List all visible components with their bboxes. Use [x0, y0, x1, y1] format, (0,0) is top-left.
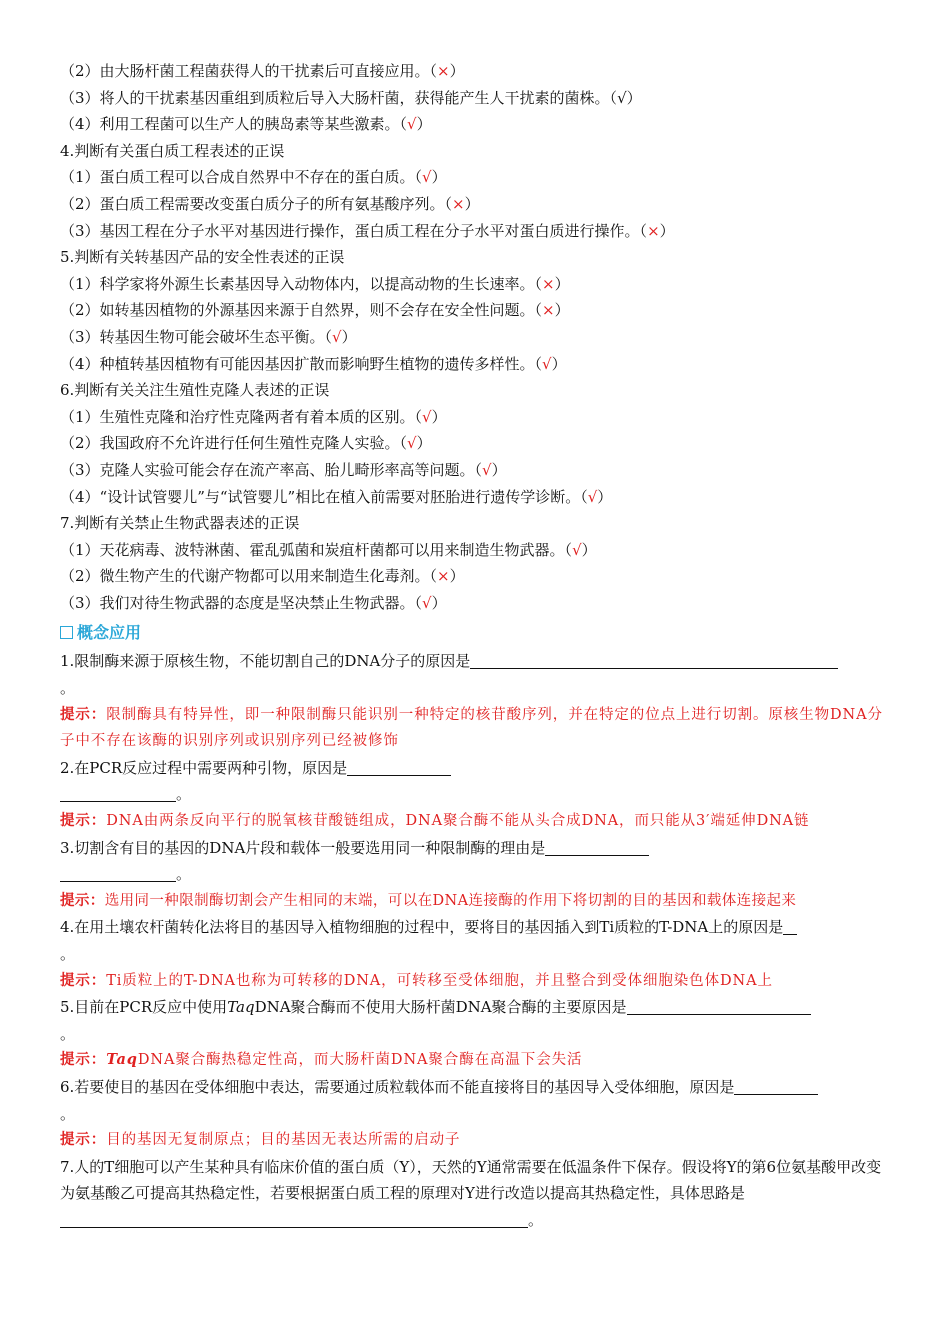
judgment-mark: √ [407, 115, 417, 134]
judgment-mark: √ [332, 327, 342, 346]
judgment-mark: √ [407, 434, 417, 453]
answer-blank[interactable] [545, 840, 649, 856]
question-text: 2.在PCR反应过程中需要两种引物，原因是 [60, 755, 892, 782]
judgment-item: （1）生殖性克隆和治疗性克隆两者有着本质的区别。（√） [60, 407, 447, 426]
hint: 提示：TaqDNA聚合酶热稳定性高，而大肠杆菌DNA聚合酶在高温下会失活 [60, 1051, 583, 1069]
judgment-mark: √ [482, 460, 492, 479]
judgment-item: （4）利用工程菌可以生产人的胰岛素等某些激素。（√） [60, 115, 432, 134]
judgment-item: （2）蛋白质工程需要改变蛋白质分子的所有氨基酸序列。（×） [60, 194, 480, 213]
judgment-item: （1）蛋白质工程可以合成自然界中不存在的蛋白质。（√） [60, 168, 447, 187]
judgment-item: （1）天花病毒、波特淋菌、霍乱弧菌和炭疽杆菌都可以用来制造生物武器。（√） [60, 540, 597, 559]
answer-blank[interactable] [470, 653, 838, 669]
judgment-mark: × [647, 221, 660, 240]
hint: 提示：目的基因无复制原点；目的基因无表达所需的启动子 [60, 1131, 461, 1149]
question-title: 5.判断有关转基因产品的安全性表述的正误 [60, 248, 345, 267]
answer-blank[interactable] [734, 1079, 818, 1095]
judgment-item: （1）科学家将外源生长素基因导入动物体内，以提高动物的生长速率。（×） [60, 274, 570, 293]
question-text: 6.若要使目的基因在受体细胞中表达，需要通过质粒载体而不能直接将目的基因导入受体细胞，原因是 [60, 1074, 892, 1101]
judgment-item: （4）“设计试管婴儿”与“试管婴儿”相比在植入前需要对胚胎进行遗传学诊断。（√） [60, 487, 613, 506]
judgment-item: （2）我国政府不允许进行任何生殖性克隆人实验。（√） [60, 434, 432, 453]
question-text: 4.在用土壤农杆菌转化法将目的基因导入植物细胞的过程中，要将目的基因插入到Ti质粒的T-DNA上的原因是 [60, 914, 892, 941]
judgment-mark: √ [422, 593, 432, 612]
judgment-list-top [60, 58, 892, 138]
judgment-item: （3）克隆人实验可能会存在流产率高、胎儿畸形率高等问题。（√） [60, 460, 507, 479]
judgment-item: （3）基因工程在分子水平对基因进行操作，蛋白质工程在分子水平对蛋白质进行操作。（×） [60, 221, 675, 240]
question-text: 3.切割含有目的基因的DNA片段和载体一般要选用同一种限制酶的理由是 [60, 835, 892, 862]
judgment-mark: √ [542, 354, 552, 373]
document-page [60, 58, 892, 1234]
judgment-item: （3）转基因生物可能会破坏生态平衡。（√） [60, 327, 357, 346]
question-text: 1.限制酶来源于原核生物，不能切割自己的DNA分子的原因是 [60, 648, 892, 675]
hint: 提示：限制酶具有特异性，即一种限制酶只能识别一种特定的核苷酸序列，并在特定的位点上进行切割。原核生物DNA分子中不存在该酶的识别序列或识别序列已经被修饰 [60, 705, 883, 750]
question-text: 5.目前在PCR反应中使用TaqDNA聚合酶而不使用大肠杆菌DNA聚合酶的主要原因是 [60, 994, 892, 1021]
answer-blank[interactable] [60, 1212, 528, 1228]
app-question-6: 6.若要使目的基因在受体细胞中表达，需要通过质粒载体而不能直接将目的基因导入受体细胞，原因是 。 提示：目的基因无复制原点；目的基因无表达所需的启动子 [60, 1074, 892, 1154]
judgment-item: （4）种植转基因植物有可能因基因扩散而影响野生植物的遗传多样性。（√） [60, 354, 567, 373]
app-question-3: 3.切割含有目的基因的DNA片段和载体一般要选用同一种限制酶的理由是 。 提示：选用同一种限制酶切割会产生相同的末端，可以在DNA连接酶的作用下将切割的目的基因和载体连接起来 [60, 835, 892, 915]
judgment-mark: √ [422, 407, 432, 426]
question-6 [60, 377, 892, 510]
judgment-mark: √ [422, 168, 432, 187]
answer-blank[interactable] [60, 866, 176, 882]
app-question-7 [60, 1154, 892, 1234]
question-text: 7.人的T细胞可以产生某种具有临床价值的蛋白质（Y），天然的Y通常需要在低温条件下保存。假设将Y的第6位氨基酸甲改变为氨基酸乙可提高其热稳定性，若要根据蛋白质工程的原理对Y进行改造以提高其热稳定性，具体思路是。 [60, 1157, 882, 1229]
app-question-5: 5.目前在PCR反应中使用TaqDNA聚合酶而不使用大肠杆菌DNA聚合酶的主要原因是 。 提示：TaqDNA聚合酶热稳定性高，而大肠杆菌DNA聚合酶在高温下会失活 [60, 994, 892, 1074]
judgment-mark: √ [572, 540, 582, 559]
judgment-item: （2）如转基因植物的外源基因来源于自然界，则不会存在安全性问题。（×） [60, 301, 570, 320]
judgment-mark: × [452, 194, 465, 213]
app-question-1: 1.限制酶来源于原核生物，不能切割自己的DNA分子的原因是 。 提示：限制酶具有特异性，即一种限制酶只能识别一种特定的核苷酸序列，并在特定的位点上进行切割。原核生物DNA分子中不存在该酶的识别序列或识别序列已经被修饰 [60, 648, 892, 754]
judgment-item: （3）我们对待生物武器的态度是坚决禁止生物武器。（√） [60, 593, 447, 612]
section-heading: 概念应用 [60, 618, 892, 648]
question-title: 7.判断有关禁止生物武器表述的正误 [60, 514, 300, 533]
hint: 提示：Ti质粒上的T-DNA也称为可转移的DNA，可转移至受体细胞，并且整合到受体细胞染色体DNA上 [60, 971, 773, 989]
app-question-4: 4.在用土壤农杆菌转化法将目的基因导入植物细胞的过程中，要将目的基因插入到Ti质粒的T-DNA上的原因是 。 提示：Ti质粒上的T-DNA也称为可转移的DNA，可转移至受体细胞，并且整合到受体细胞染色体DNA上 [60, 914, 892, 994]
answer-blank[interactable] [60, 786, 176, 802]
question-5 [60, 244, 892, 377]
judgment-item: （3）将人的干扰素基因重组到质粒后导入大肠杆菌，获得能产生人干扰素的菌株。（√） [60, 88, 642, 107]
answer-blank[interactable] [347, 760, 451, 776]
answer-blank[interactable] [627, 999, 811, 1015]
question-title: 4.判断有关蛋白质工程表述的正误 [60, 141, 285, 160]
judgment-mark: × [437, 567, 450, 586]
question-title: 6.判断有关关注生殖性克隆人表述的正误 [60, 381, 330, 400]
judgment-mark: × [542, 301, 555, 320]
judgment-mark: × [542, 274, 555, 293]
hint: 提示：选用同一种限制酶切割会产生相同的末端，可以在DNA连接酶的作用下将切割的目的基因和载体连接起来 [60, 891, 797, 909]
question-4 [60, 138, 892, 244]
judgment-mark: × [437, 62, 450, 80]
app-question-2: 2.在PCR反应过程中需要两种引物，原因是 。 提示：DNA由两条反向平行的脱氧核苷酸链组成，DNA聚合酶不能从头合成DNA，而只能从3′端延伸DNA链 [60, 755, 892, 835]
question-7 [60, 510, 892, 616]
hint: 提示：DNA由两条反向平行的脱氧核苷酸链组成，DNA聚合酶不能从头合成DNA，而只能从3′端延伸DNA链 [60, 812, 810, 830]
judgment-item: （2）微生物产生的代谢产物都可以用来制造生化毒剂。（×） [60, 567, 465, 586]
judgment-item: （2）由大肠杆菌工程菌获得人的干扰素后可直接应用。（×） [60, 62, 465, 80]
judgment-mark: √ [617, 88, 627, 107]
judgment-mark: √ [587, 487, 598, 506]
checkbox-square-icon [60, 626, 73, 639]
answer-blank[interactable] [783, 919, 797, 935]
